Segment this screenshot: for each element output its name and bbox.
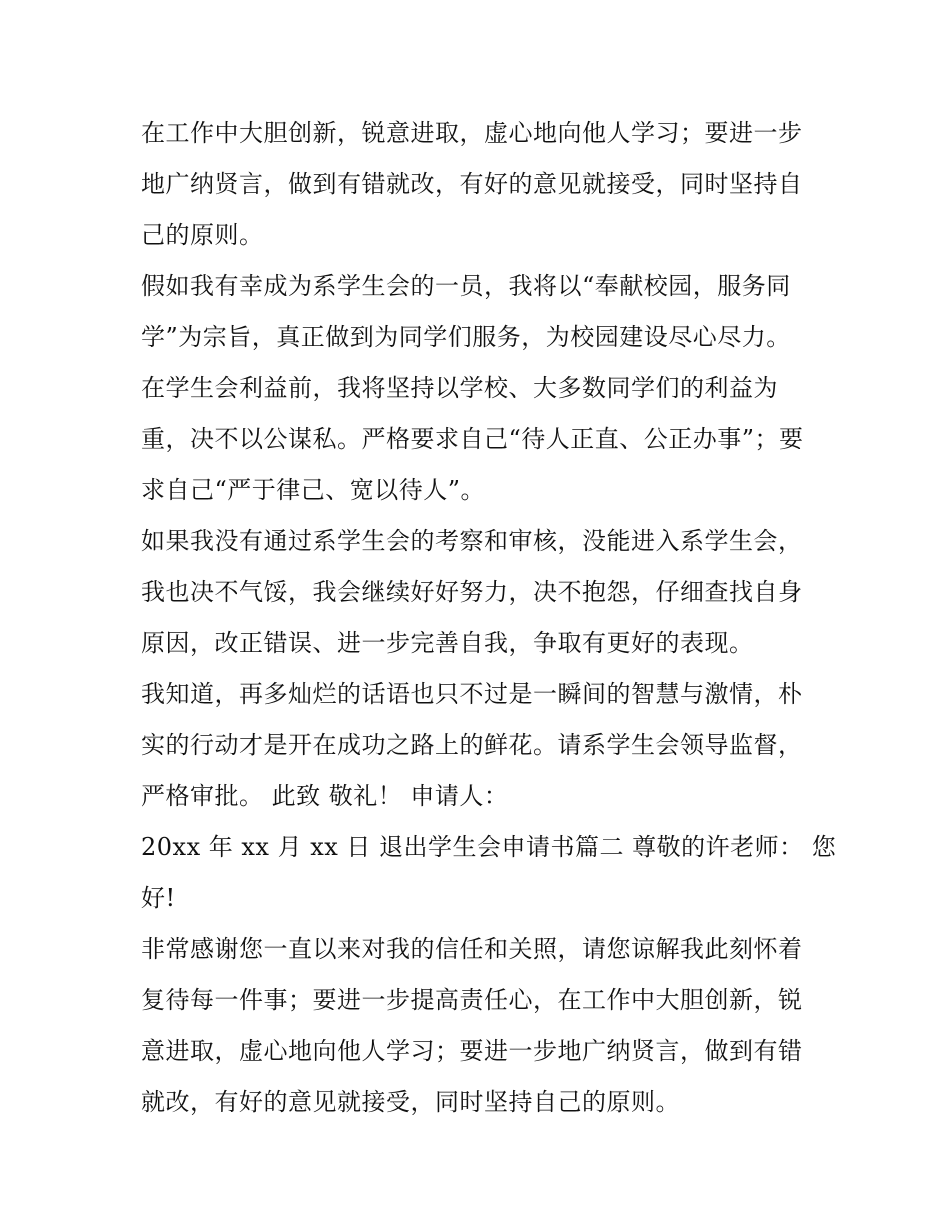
text-line: 复待每一件事；要进一步提高责任心，在工作中大胆创新，锐 xyxy=(141,986,803,1014)
text-line: 学”为宗旨，真正做到为同学们服务，为校园建设尽心尽力。 xyxy=(141,323,791,351)
text-line: 意进取，虚心地向他人学习；要进一步地广纳贤言，做到有错 xyxy=(141,1037,803,1065)
text-line: 假如我有幸成为系学生会的一员，我将以“奉献校园，服务同 xyxy=(141,272,791,300)
text-line: 20xx 年 xx 月 xx 日 退出学生会申请书篇二 尊敬的许老师： 您 xyxy=(141,833,837,861)
text-line: 地广纳贤言，做到有错就改，有好的意见就接受，同时坚持自 xyxy=(141,170,803,198)
text-line: 非常感谢您一直以来对我的信任和关照，请您谅解我此刻怀着 xyxy=(141,935,803,963)
text-line: 实的行动才是开在成功之路上的鲜花。请系学生会领导监督， xyxy=(141,731,803,759)
text-line: 求自己“严于律己、宽以待人”。 xyxy=(141,476,486,504)
text-line: 就改，有好的意见就接受，同时坚持自己的原则。 xyxy=(141,1088,680,1116)
text-line: 好! xyxy=(141,884,176,912)
text-line: 重，决不以公谋私。严格要求自己“待人正直、公正办事”；要 xyxy=(141,425,804,453)
text-line: 我知道，再多灿烂的话语也只不过是一瞬间的智慧与激情，朴 xyxy=(141,680,803,708)
text-line: 严格审批。 此致 敬礼！ 申请人： xyxy=(141,782,509,810)
body-text xyxy=(141,108,837,1128)
text-line: 在工作中大胆创新，锐意进取，虚心地向他人学习；要进一步 xyxy=(141,119,803,147)
text-line: 在学生会利益前，我将坚持以学校、大多数同学们的利益为 xyxy=(141,374,778,402)
text-line: 我也决不气馁，我会继续好好努力，决不抱怨，仔细查找自身 xyxy=(141,578,803,606)
text-line: 如果我没有通过系学生会的考察和审核，没能进入系学生会， xyxy=(141,527,803,555)
text-line: 己的原则。 xyxy=(141,221,264,249)
text-line: 原因，改正错误、进一步完善自我，争取有更好的表现。 xyxy=(141,629,754,657)
